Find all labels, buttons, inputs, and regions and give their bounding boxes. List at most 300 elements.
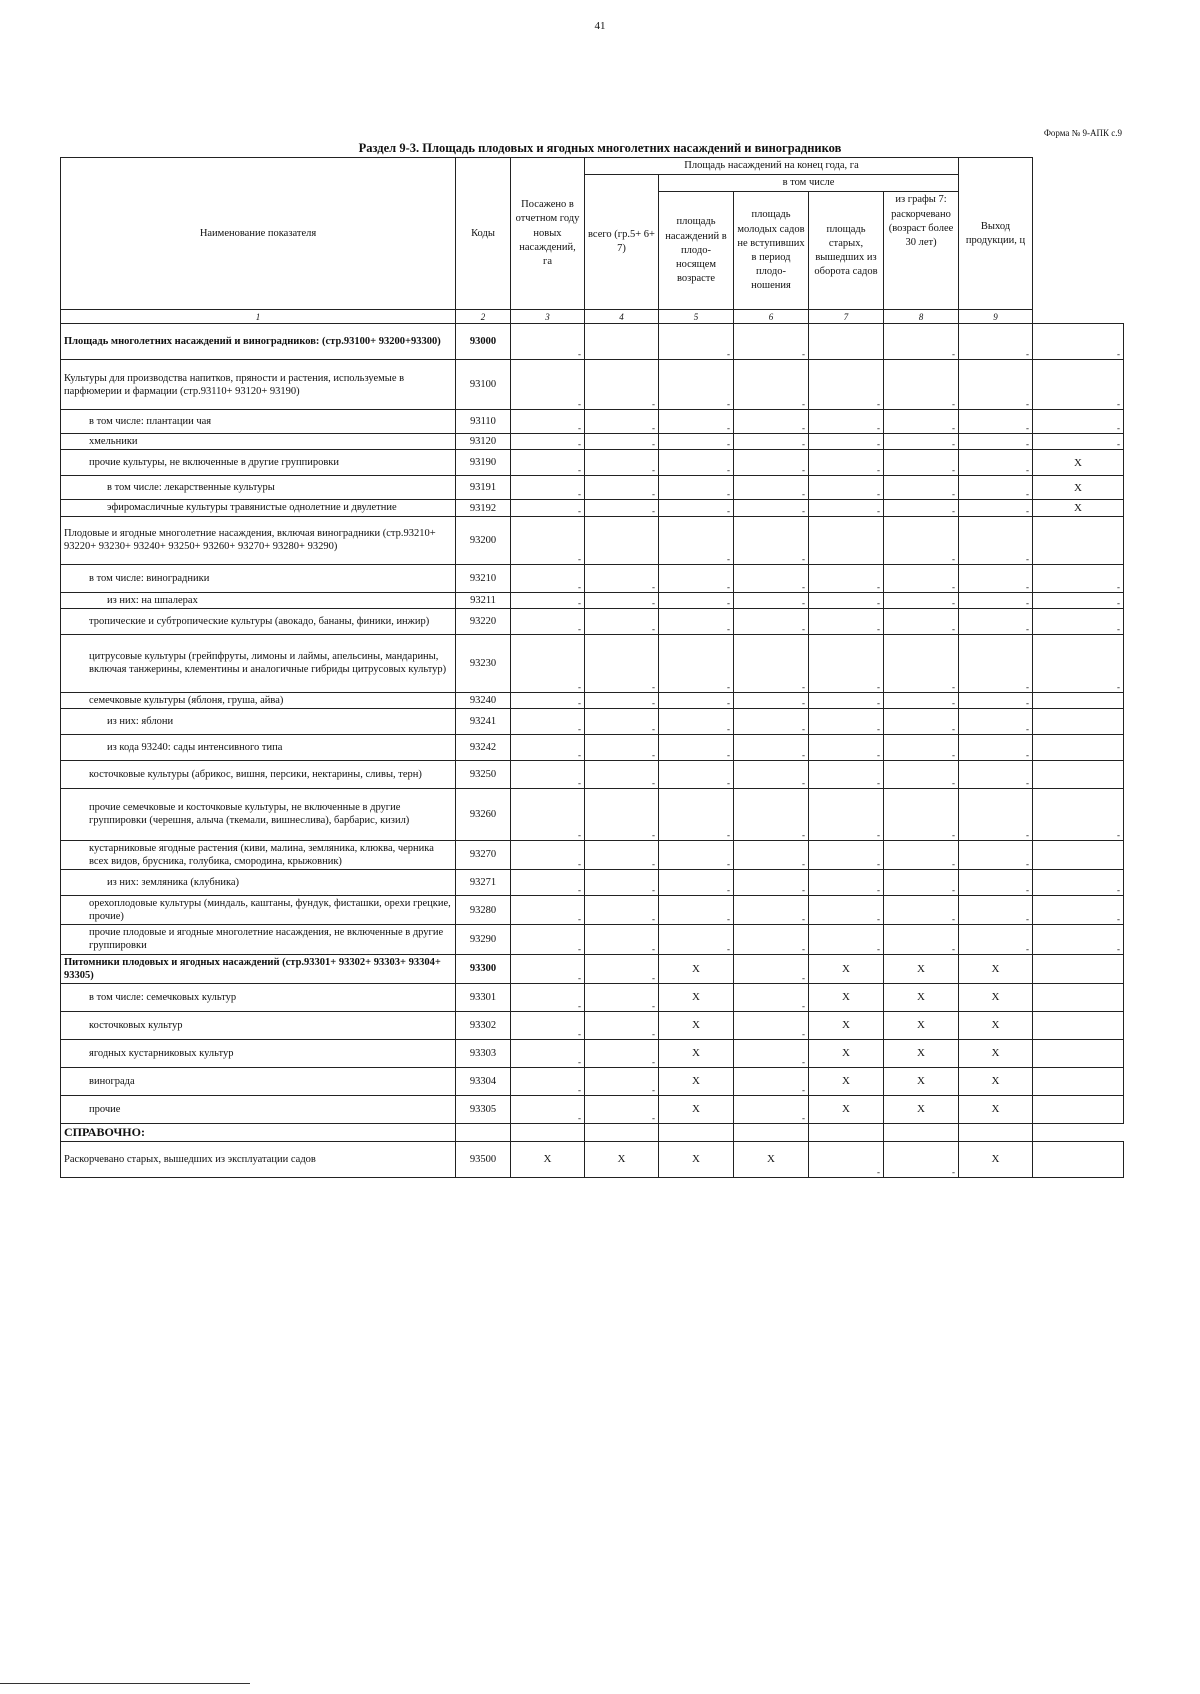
row-name: эфиромасличные культуры травянистые однолетние и двулетние	[61, 500, 456, 516]
dash-mark: -	[877, 505, 880, 516]
table-cell	[511, 734, 585, 760]
table-row	[61, 1039, 1124, 1067]
dash-mark: -	[578, 489, 581, 500]
table-cell	[734, 954, 809, 983]
table-cell	[511, 708, 585, 734]
row-name: Плодовые и ягодные многолетние насаждения, включая виноградники (стр.93210+ 93220+ 93230+ 93240+ 93250+ 93260+ 93270+ 93280+ 93290)	[61, 516, 456, 564]
x-mark: X	[842, 1019, 850, 1032]
dash-mark: -	[1026, 697, 1030, 708]
dash-mark: -	[652, 465, 655, 476]
table-cell	[1033, 1011, 1124, 1039]
row-name: Раскорчевано старых, вышедших из эксплуатации садов	[61, 1141, 456, 1177]
table-row	[61, 954, 1124, 983]
table-cell	[511, 788, 585, 840]
table-cell	[1033, 870, 1124, 896]
row-name: косточковые культуры (абрикос, вишня, персики, нектарины, сливы, терн)	[61, 760, 456, 788]
table-cell	[511, 450, 585, 476]
table-cell	[511, 760, 585, 788]
table-cell	[884, 410, 959, 434]
dash-mark: -	[578, 1112, 581, 1123]
dash-mark: -	[1026, 423, 1030, 434]
dash-mark: -	[877, 777, 880, 788]
table-row	[61, 608, 1124, 634]
table-cell	[1033, 410, 1124, 434]
dash-mark: -	[1026, 399, 1030, 410]
table-cell	[585, 1095, 659, 1123]
table-cell	[734, 634, 809, 692]
table-cell	[959, 634, 1033, 692]
dash-mark: -	[802, 489, 805, 500]
dash-mark: -	[1026, 914, 1030, 925]
table-cell	[1033, 692, 1124, 708]
table-cell	[585, 608, 659, 634]
dash-mark: -	[802, 914, 805, 925]
table-cell	[511, 500, 585, 516]
table-cell	[1033, 324, 1124, 360]
dash-mark: -	[802, 1028, 805, 1039]
dash-mark: -	[877, 697, 880, 708]
table-cell	[1033, 734, 1124, 760]
table-cell	[585, 476, 659, 500]
table-cell	[959, 516, 1033, 564]
table-cell	[511, 896, 585, 925]
x-mark: X	[991, 1047, 1000, 1060]
dash-mark: -	[727, 723, 730, 734]
table-row	[61, 734, 1124, 760]
table-cell	[659, 500, 734, 516]
dash-mark: -	[802, 829, 805, 840]
table-cell	[1033, 1039, 1124, 1067]
dash-mark: -	[727, 597, 730, 608]
table-cell	[1033, 954, 1124, 983]
row-name: прочие культуры, не включенные в другие группировки	[61, 450, 456, 476]
header-area-group: Площадь насаждений на конец года, га	[585, 158, 959, 175]
table-cell	[884, 500, 959, 516]
table-row	[61, 1095, 1124, 1123]
table-cell	[1033, 1095, 1124, 1123]
dash-mark: -	[952, 681, 956, 692]
table-row	[61, 896, 1124, 925]
table-cell	[585, 708, 659, 734]
row-code: 93230	[456, 634, 511, 692]
table-cell	[809, 760, 884, 788]
dash-mark: -	[952, 423, 956, 434]
dash-mark: -	[802, 1084, 805, 1095]
table-cell	[511, 634, 585, 692]
row-code: 93242	[456, 734, 511, 760]
row-code: 93304	[456, 1067, 511, 1095]
table-cell	[585, 1067, 659, 1095]
row-name: Культуры для производства напитков, пряности и растения, используемые в парфюмерии и фармации (стр.93110+ 93120+ 93190)	[61, 360, 456, 410]
dash-mark: -	[1026, 489, 1030, 500]
table-cell	[659, 870, 734, 896]
table-cell	[959, 983, 1033, 1011]
table-cell	[659, 925, 734, 954]
dash-mark: -	[727, 581, 730, 592]
row-name: цитрусовые культуры (грейпфруты, лимоны и лаймы, апельсины, мандарины, включая танжерины, клементины и аналогичные гибриды цитрусовых культур)	[61, 634, 456, 692]
row-name: прочие плодовые и ягодные многолетние насаждения, не включенные в другие группировки	[61, 925, 456, 954]
table-cell	[884, 592, 959, 608]
table-cell	[959, 760, 1033, 788]
dash-mark: -	[652, 439, 655, 450]
table-cell	[1033, 476, 1124, 500]
dash-mark: -	[952, 749, 956, 760]
dash-mark: -	[1026, 885, 1030, 896]
table-cell	[659, 410, 734, 434]
dash-mark: -	[802, 885, 805, 896]
table-cell	[659, 434, 734, 450]
dash-mark: -	[952, 1166, 956, 1177]
table-cell	[809, 896, 884, 925]
column-number: 9	[959, 310, 1033, 324]
row-name: из кода 93240: сады интенсивного типа	[61, 734, 456, 760]
table-cell	[659, 1011, 734, 1039]
dash-mark: -	[952, 623, 956, 634]
table-cell	[659, 734, 734, 760]
dash-mark: -	[802, 697, 805, 708]
dash-mark: -	[1026, 777, 1030, 788]
table-cell	[884, 476, 959, 500]
column-number: 6	[734, 310, 809, 324]
table-cell	[884, 896, 959, 925]
x-mark: X	[692, 1047, 700, 1060]
row-name: Питомники плодовых и ягодных насаждений (стр.93301+ 93302+ 93303+ 93304+ 93305)	[61, 954, 456, 983]
dash-mark: -	[1117, 914, 1120, 925]
data-table	[60, 157, 1124, 1178]
dash-mark: -	[802, 1112, 805, 1123]
table-row	[61, 450, 1124, 476]
table-cell	[511, 692, 585, 708]
dash-mark: -	[952, 581, 956, 592]
table-cell	[809, 692, 884, 708]
table-cell	[809, 870, 884, 896]
dash-mark: -	[1026, 681, 1030, 692]
table-cell	[734, 840, 809, 869]
row-code: 93120	[456, 434, 511, 450]
dash-mark: -	[652, 943, 655, 954]
table-cell	[734, 500, 809, 516]
dash-mark: -	[727, 623, 730, 634]
table-cell	[809, 708, 884, 734]
section-title: Раздел 9-3. Площадь плодовых и ягодных многолетних насаждений и виноградников	[358, 141, 842, 155]
dash-mark: -	[652, 597, 655, 608]
row-code: 93500	[456, 1141, 511, 1177]
dash-mark: -	[1117, 597, 1120, 608]
dash-mark: -	[802, 505, 805, 516]
x-mark: X	[692, 1103, 700, 1116]
row-code: 93260	[456, 788, 511, 840]
table-cell	[884, 450, 959, 476]
dash-mark: -	[652, 623, 655, 634]
table-row	[61, 840, 1124, 869]
table-cell	[585, 360, 659, 410]
dash-mark: -	[1117, 349, 1120, 360]
table-cell	[1033, 840, 1124, 869]
table-cell	[659, 516, 734, 564]
dash-mark: -	[952, 489, 956, 500]
row-code: 93100	[456, 360, 511, 410]
table-cell	[585, 1123, 659, 1141]
dash-mark: -	[802, 439, 805, 450]
table-cell	[809, 1123, 884, 1141]
x-mark: X	[917, 1019, 925, 1032]
dash-mark: -	[727, 777, 730, 788]
table-cell	[734, 788, 809, 840]
table-cell	[809, 1141, 884, 1177]
table-cell	[511, 410, 585, 434]
dash-mark: -	[652, 423, 655, 434]
dash-mark: -	[578, 681, 581, 692]
table-cell	[659, 1095, 734, 1123]
table-cell	[585, 564, 659, 592]
table-cell	[1033, 500, 1124, 516]
footer-rule	[0, 1683, 250, 1684]
table-cell	[734, 516, 809, 564]
row-name: в том числе: лекарственные культуры	[61, 476, 456, 500]
table-row	[61, 634, 1124, 692]
table-cell	[734, 1011, 809, 1039]
table-cell	[959, 410, 1033, 434]
table-cell	[585, 592, 659, 608]
dash-mark: -	[802, 1056, 805, 1067]
table-row	[61, 564, 1124, 592]
x-mark: X	[991, 1075, 1000, 1088]
table-cell	[734, 564, 809, 592]
table-cell	[585, 500, 659, 516]
table-cell	[809, 324, 884, 360]
dash-mark: -	[652, 681, 655, 692]
dash-mark: -	[877, 581, 880, 592]
x-mark: X	[543, 1153, 552, 1166]
dash-mark: -	[877, 859, 880, 870]
table-cell	[959, 1067, 1033, 1095]
row-name: Площадь многолетних насаждений и виноградников: (стр.93100+ 93200+93300)	[61, 324, 456, 360]
dash-mark: -	[802, 349, 805, 360]
table-cell	[659, 788, 734, 840]
table-cell	[511, 840, 585, 869]
dash-mark: -	[578, 597, 581, 608]
table-cell	[959, 1141, 1033, 1177]
table-cell	[809, 954, 884, 983]
row-name: из них: яблони	[61, 708, 456, 734]
table-cell	[1033, 450, 1124, 476]
table-cell	[959, 840, 1033, 869]
table-cell	[511, 1039, 585, 1067]
table-cell	[959, 925, 1033, 954]
table-cell	[809, 840, 884, 869]
table-cell	[585, 324, 659, 360]
x-mark: X	[842, 962, 850, 975]
table-cell	[959, 434, 1033, 450]
dash-mark: -	[1026, 505, 1030, 516]
table-cell	[884, 360, 959, 410]
table-cell	[809, 634, 884, 692]
table-row	[61, 410, 1124, 434]
header-incl: в том числе	[659, 175, 959, 192]
dash-mark: -	[652, 829, 655, 840]
dash-mark: -	[877, 914, 880, 925]
column-number: 4	[585, 310, 659, 324]
table-cell	[511, 925, 585, 954]
dash-mark: -	[1026, 439, 1030, 450]
dash-mark: -	[802, 623, 805, 634]
table-cell	[1033, 788, 1124, 840]
table-cell	[511, 1067, 585, 1095]
x-mark: X	[842, 1047, 850, 1060]
table-cell	[1033, 516, 1124, 564]
dash-mark: -	[877, 681, 880, 692]
dash-mark: -	[727, 349, 730, 360]
table-cell	[734, 983, 809, 1011]
row-code: 93303	[456, 1039, 511, 1067]
x-mark: X	[917, 1047, 925, 1060]
x-mark: X	[767, 1153, 775, 1166]
table-row	[61, 1067, 1124, 1095]
table-cell	[511, 608, 585, 634]
x-mark: X	[991, 1019, 1000, 1032]
table-cell	[659, 708, 734, 734]
dash-mark: -	[802, 723, 805, 734]
header-old: площадь старых, вышедших из оборота садов	[809, 192, 884, 310]
table-cell	[585, 634, 659, 692]
table-cell	[1033, 434, 1124, 450]
dash-mark: -	[652, 399, 655, 410]
dash-mark: -	[578, 465, 581, 476]
table-cell	[585, 1039, 659, 1067]
table-cell	[1033, 564, 1124, 592]
dash-mark: -	[652, 777, 655, 788]
table-cell	[884, 1011, 959, 1039]
dash-mark: -	[578, 972, 581, 983]
table-cell	[1033, 592, 1124, 608]
table-row	[61, 692, 1124, 708]
table-cell	[585, 1011, 659, 1039]
table-cell	[659, 760, 734, 788]
dash-mark: -	[1026, 859, 1030, 870]
column-number: 8	[884, 310, 959, 324]
table-cell	[1033, 360, 1124, 410]
table-cell	[511, 360, 585, 410]
table-cell	[585, 516, 659, 564]
x-mark: X	[692, 1153, 700, 1166]
x-mark: X	[692, 1019, 700, 1032]
table-cell	[734, 1123, 809, 1141]
dash-mark: -	[1026, 597, 1030, 608]
x-mark: X	[917, 1103, 925, 1116]
dash-mark: -	[1026, 943, 1030, 954]
dash-mark: -	[802, 681, 805, 692]
dash-mark: -	[578, 439, 581, 450]
table-row	[61, 500, 1124, 516]
header-total: всего (гр.5+ 6+ 7)	[585, 175, 659, 310]
dash-mark: -	[952, 723, 956, 734]
table-cell	[734, 896, 809, 925]
dash-mark: -	[952, 465, 956, 476]
table-cell	[959, 592, 1033, 608]
dash-mark: -	[952, 943, 956, 954]
table-cell	[734, 1141, 809, 1177]
dash-mark: -	[652, 859, 655, 870]
column-number: 7	[809, 310, 884, 324]
table-cell	[884, 324, 959, 360]
table-cell	[734, 760, 809, 788]
dash-mark: -	[877, 943, 880, 954]
table-row	[61, 516, 1124, 564]
dash-mark: -	[1026, 465, 1030, 476]
table-cell	[884, 788, 959, 840]
reference-title: СПРАВОЧНО:	[61, 1123, 456, 1141]
dash-mark: -	[578, 349, 581, 360]
dash-mark: -	[877, 399, 880, 410]
table-cell	[809, 434, 884, 450]
table-cell	[585, 760, 659, 788]
dash-mark: -	[952, 697, 956, 708]
table-cell	[734, 925, 809, 954]
x-mark: X	[991, 991, 1000, 1004]
dash-mark: -	[952, 349, 956, 360]
dash-mark: -	[652, 972, 655, 983]
row-code: 93280	[456, 896, 511, 925]
table-cell	[734, 592, 809, 608]
table-cell	[659, 324, 734, 360]
dash-mark: -	[652, 489, 655, 500]
dash-mark: -	[1026, 623, 1030, 634]
row-name: в том числе: виноградники	[61, 564, 456, 592]
x-mark: X	[617, 1153, 626, 1166]
dash-mark: -	[952, 885, 956, 896]
table-cell	[511, 516, 585, 564]
dash-mark: -	[727, 681, 730, 692]
dash-mark: -	[578, 697, 581, 708]
dash-mark: -	[802, 749, 805, 760]
table-cell	[1033, 983, 1124, 1011]
dash-mark: -	[802, 943, 805, 954]
dash-mark: -	[578, 623, 581, 634]
table-row	[61, 760, 1124, 788]
dash-mark: -	[652, 581, 655, 592]
dash-mark: -	[1117, 423, 1120, 434]
table-cell	[959, 1123, 1033, 1141]
column-number: 1	[61, 310, 456, 324]
row-code: 93200	[456, 516, 511, 564]
dash-mark: -	[578, 885, 581, 896]
dash-mark: -	[578, 914, 581, 925]
dash-mark: -	[652, 697, 655, 708]
dash-mark: -	[1117, 829, 1120, 840]
table-cell	[959, 708, 1033, 734]
dash-mark: -	[802, 972, 805, 983]
dash-mark: -	[952, 399, 956, 410]
table-cell	[659, 1123, 734, 1141]
x-mark: X	[917, 1075, 925, 1088]
table-cell	[809, 592, 884, 608]
dash-mark: -	[652, 723, 655, 734]
table-row	[61, 1011, 1124, 1039]
table-cell	[585, 896, 659, 925]
table-cell	[884, 608, 959, 634]
table-cell	[959, 1039, 1033, 1067]
row-code: 93271	[456, 870, 511, 896]
dash-mark: -	[802, 581, 805, 592]
table-cell	[511, 564, 585, 592]
dash-mark: -	[727, 439, 730, 450]
dash-mark: -	[578, 423, 581, 434]
dash-mark: -	[652, 914, 655, 925]
row-code: 93210	[456, 564, 511, 592]
dash-mark: -	[578, 553, 581, 564]
row-code: 93301	[456, 983, 511, 1011]
table-cell	[884, 1039, 959, 1067]
